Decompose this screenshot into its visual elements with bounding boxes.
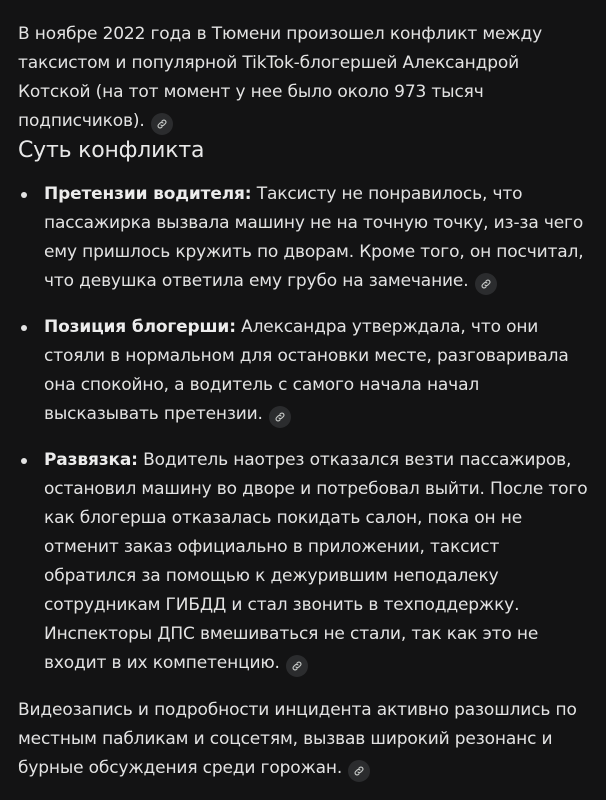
citation-link-button[interactable] <box>269 406 291 428</box>
link-icon <box>156 118 168 130</box>
list-item-term: Развязка: <box>44 450 138 470</box>
citation-link-button[interactable] <box>151 113 173 135</box>
list-item <box>18 180 588 296</box>
intro-paragraph <box>18 20 588 136</box>
section-heading: Суть конфликта <box>18 138 205 163</box>
intro-text: В ноябре 2022 года в Тюмени произошел конфликт между таксистом и популярной TikTok-блогершей Александрой Котской (на тот момент у нее было около 973 тысяч подписчиков). <box>18 24 542 131</box>
bullet-dot <box>21 458 27 464</box>
link-icon <box>291 660 303 672</box>
list-item-text: Водитель наотрез отказался везти пассажиров, остановил машину во дворе и потребовал выйти. После того как блогерша отказалась покидать салон, пока он не отменит заказ официально в приложении, таксист обратился за помощью к дежурившим неподалеку сотрудникам ГИБДД и стал звонить в техподдержку. Инспекторы ДПС вмешиваться не стали, так как это не входит в их компетенцию. <box>44 450 588 673</box>
citation-link-button[interactable] <box>348 760 370 782</box>
list-item-term: Претензии водителя: <box>44 184 252 204</box>
list-item-term: Позиция блогерши: <box>44 317 236 337</box>
bullet-dot <box>21 325 27 331</box>
conflict-points-list <box>18 180 588 678</box>
list-item <box>18 313 588 429</box>
link-icon <box>274 411 286 423</box>
closing-paragraph <box>18 696 588 783</box>
list-item-text: Таксисту не понравилось, что пассажирка вызвала машину не на точную точку, из-за чего ему пришлось кружить по дворам. Кроме того, он посчитал, что девушка ответила ему грубо на замечание. <box>44 184 584 291</box>
citation-link-button[interactable] <box>286 655 308 677</box>
list-item-text: Александра утверждала, что они стояли в нормальном для остановки месте, разговаривала она спокойно, а водитель с самого начала начал высказывать претензии. <box>44 317 569 424</box>
list-item <box>18 446 588 678</box>
closing-text: Видеозапись и подробности инцидента активно разошлись по местным пабликам и соцсетям, вызвав широкий резонанс и бурные обсуждения среди горожан. <box>18 700 577 778</box>
link-icon <box>353 765 365 777</box>
citation-link-button[interactable] <box>475 273 497 295</box>
bullet-dot <box>21 192 27 198</box>
link-icon <box>480 278 492 290</box>
